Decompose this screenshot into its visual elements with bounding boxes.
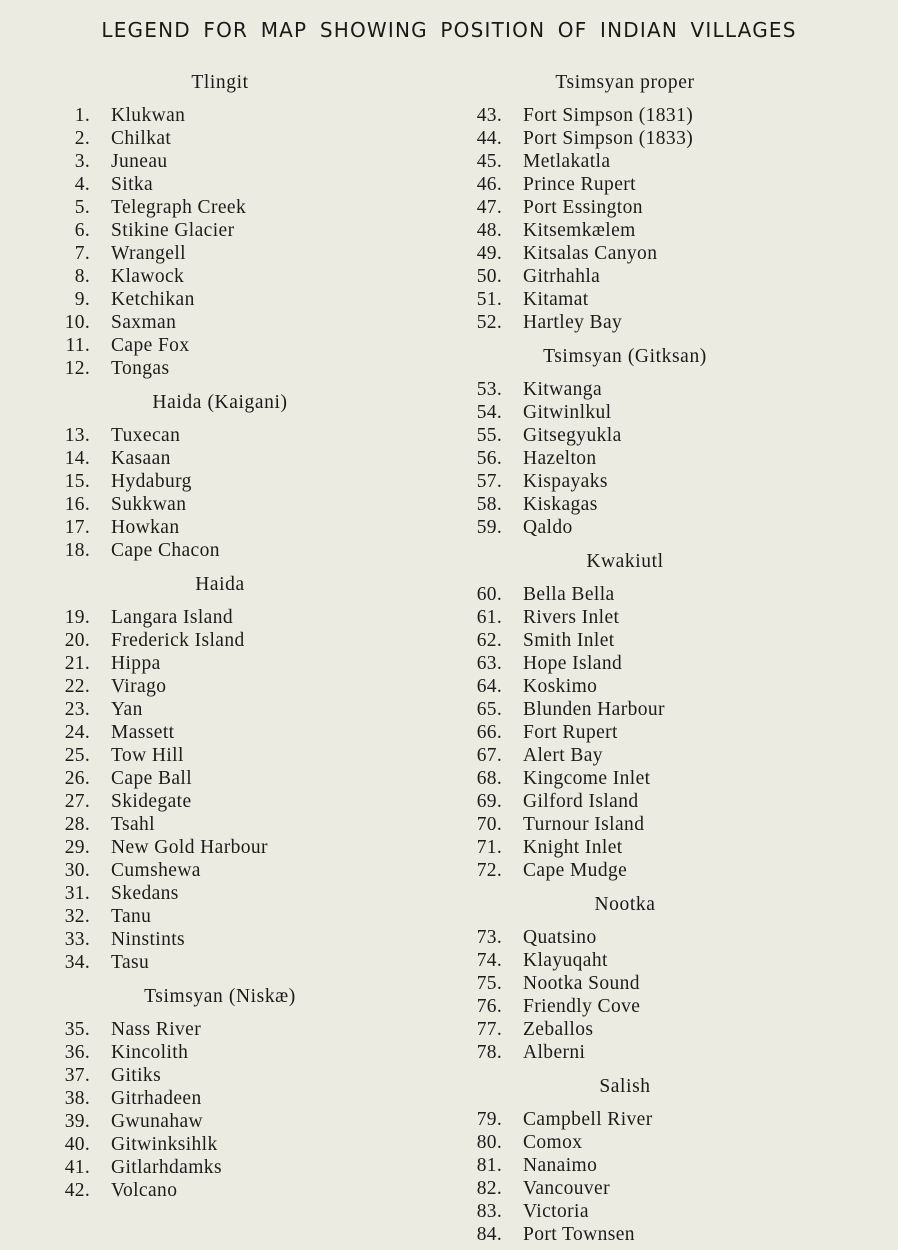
legend-entry bbox=[40, 127, 420, 150]
village-name: Comox bbox=[523, 1132, 583, 1153]
village-name: Port Townsen bbox=[523, 1224, 635, 1245]
legend-entry bbox=[40, 104, 420, 127]
legend-entry bbox=[40, 334, 420, 357]
legend-entry bbox=[40, 173, 420, 196]
entry-number: 61. bbox=[476, 607, 502, 628]
legend-entry bbox=[40, 242, 420, 265]
entry-number: 41. bbox=[64, 1157, 90, 1178]
entry-number: 59. bbox=[476, 517, 502, 538]
entry-number: 84. bbox=[476, 1224, 502, 1245]
village-name: Kincolith bbox=[111, 1042, 189, 1063]
entry-number: 14. bbox=[64, 448, 90, 469]
entry-number: 6. bbox=[74, 220, 90, 241]
village-name: Turnour Island bbox=[523, 814, 645, 835]
entry-number: 62. bbox=[476, 630, 502, 651]
entry-number: 44. bbox=[476, 128, 502, 149]
entry-number: 25. bbox=[64, 745, 90, 766]
section-heading-kwakiutl: Kwakiutl bbox=[586, 551, 664, 572]
legend-entry bbox=[455, 836, 855, 859]
village-name: Juneau bbox=[111, 151, 168, 172]
entry-number: 48. bbox=[476, 220, 502, 241]
entry-number: 69. bbox=[476, 791, 502, 812]
village-name: Rivers Inlet bbox=[523, 607, 620, 628]
legend-entry bbox=[40, 698, 420, 721]
legend-entry bbox=[455, 470, 855, 493]
village-name: Kingcome Inlet bbox=[523, 768, 651, 789]
village-name: Quatsino bbox=[523, 927, 597, 948]
entry-number: 7. bbox=[74, 243, 90, 264]
legend-entry bbox=[40, 767, 420, 790]
village-name: Tasu bbox=[111, 952, 150, 973]
legend-entry bbox=[455, 721, 855, 744]
legend-entry bbox=[455, 1154, 855, 1177]
section-heading-haida-kaigani: Haida (Kaigani) bbox=[152, 392, 288, 413]
legend-entry bbox=[40, 493, 420, 516]
village-name: Alberni bbox=[523, 1042, 586, 1063]
village-name: Hope Island bbox=[523, 653, 623, 674]
entry-number: 11. bbox=[65, 335, 90, 356]
entry-number: 24. bbox=[64, 722, 90, 743]
legend-entry bbox=[40, 357, 420, 380]
village-name: Kasaan bbox=[111, 448, 171, 469]
legend-entry bbox=[455, 1041, 855, 1064]
village-name: Campbell River bbox=[523, 1109, 653, 1130]
entry-number: 22. bbox=[64, 676, 90, 697]
entry-number: 32. bbox=[64, 906, 90, 927]
entry-number: 63. bbox=[476, 653, 502, 674]
legend-entry bbox=[40, 629, 420, 652]
entry-number: 75. bbox=[476, 973, 502, 994]
entry-number: 80. bbox=[476, 1132, 502, 1153]
legend-entry bbox=[455, 311, 855, 334]
legend-entry bbox=[455, 242, 855, 265]
legend-entry bbox=[455, 698, 855, 721]
legend-entry bbox=[455, 378, 855, 401]
entry-number: 36. bbox=[64, 1042, 90, 1063]
village-name: Klayuqaht bbox=[523, 950, 608, 971]
section-heading-tsimsyan-gitksan: Tsimsyan (Gitksan) bbox=[543, 346, 707, 367]
village-name: Kispayaks bbox=[523, 471, 608, 492]
village-name: Howkan bbox=[111, 517, 180, 538]
legend-entry bbox=[40, 265, 420, 288]
entry-number: 73. bbox=[476, 927, 502, 948]
legend-entry bbox=[455, 790, 855, 813]
entry-number: 50. bbox=[476, 266, 502, 287]
village-name: Port Essington bbox=[523, 197, 643, 218]
legend-entry bbox=[40, 470, 420, 493]
legend-entry bbox=[455, 675, 855, 698]
village-name: Kitwanga bbox=[523, 379, 603, 400]
page-title: LEGEND FOR MAP SHOWING POSITION OF INDIAN VILLAGES bbox=[101, 18, 797, 42]
entry-number: 37. bbox=[64, 1065, 90, 1086]
legend-entry bbox=[40, 675, 420, 698]
entry-number: 5. bbox=[74, 197, 90, 218]
village-name: Skidegate bbox=[111, 791, 192, 812]
legend-entry bbox=[455, 265, 855, 288]
village-name: Prince Rupert bbox=[523, 174, 636, 195]
village-name: Hippa bbox=[111, 653, 161, 674]
village-name: Kitamat bbox=[523, 289, 589, 310]
legend-entry bbox=[40, 539, 420, 562]
village-name: Yan bbox=[111, 699, 143, 720]
village-name: Vancouver bbox=[523, 1178, 610, 1199]
village-name: Hartley Bay bbox=[523, 312, 623, 333]
entry-number: 52. bbox=[476, 312, 502, 333]
legend-entry bbox=[455, 424, 855, 447]
legend-entry bbox=[455, 926, 855, 949]
entry-number: 8. bbox=[74, 266, 90, 287]
legend-entry bbox=[455, 219, 855, 242]
legend-entry bbox=[40, 1179, 420, 1202]
legend-entry bbox=[455, 447, 855, 470]
legend-entry bbox=[40, 1018, 420, 1041]
section-heading-tsimsyan-proper: Tsimsyan proper bbox=[555, 72, 695, 93]
village-name: Gitwinlkul bbox=[523, 402, 612, 423]
village-name: Smith Inlet bbox=[523, 630, 615, 651]
entry-number: 60. bbox=[476, 584, 502, 605]
entry-number: 55. bbox=[476, 425, 502, 446]
legend-entry bbox=[40, 150, 420, 173]
entry-number: 29. bbox=[64, 837, 90, 858]
entry-number: 20. bbox=[64, 630, 90, 651]
legend-entry bbox=[455, 288, 855, 311]
legend-entry bbox=[455, 606, 855, 629]
section-heading-tsimsyan-nisk: Tsimsyan (Niskæ) bbox=[144, 986, 296, 1007]
legend-entry bbox=[455, 995, 855, 1018]
entry-number: 79. bbox=[476, 1109, 502, 1130]
village-name: New Gold Harbour bbox=[111, 837, 268, 858]
village-name: Metlakatla bbox=[523, 151, 611, 172]
village-name: Volcano bbox=[111, 1180, 178, 1201]
legend-entry bbox=[40, 836, 420, 859]
legend-entry bbox=[40, 813, 420, 836]
village-name: Gitiks bbox=[111, 1065, 162, 1086]
legend-entry bbox=[455, 1200, 855, 1223]
entry-number: 23. bbox=[64, 699, 90, 720]
legend-entry bbox=[40, 311, 420, 334]
entry-number: 10. bbox=[64, 312, 90, 333]
village-name: Cape Chacon bbox=[111, 540, 220, 561]
legend-entry bbox=[455, 173, 855, 196]
legend-entry bbox=[40, 951, 420, 974]
village-name: Hazelton bbox=[523, 448, 597, 469]
legend-entry bbox=[40, 1064, 420, 1087]
entry-number: 18. bbox=[64, 540, 90, 561]
legend-entry bbox=[40, 882, 420, 905]
section-heading-salish: Salish bbox=[599, 1076, 651, 1097]
village-name: Sukkwan bbox=[111, 494, 187, 515]
legend-entry bbox=[40, 606, 420, 629]
village-name: Gitwinksihlk bbox=[111, 1134, 218, 1155]
right-column bbox=[455, 70, 855, 1246]
entry-number: 45. bbox=[476, 151, 502, 172]
legend-entry bbox=[455, 813, 855, 836]
legend-entry bbox=[40, 447, 420, 470]
legend-entry bbox=[40, 721, 420, 744]
entry-number: 34. bbox=[64, 952, 90, 973]
village-name: Klukwan bbox=[111, 105, 186, 126]
village-name: Fort Simpson (1831) bbox=[523, 105, 694, 126]
legend-entry bbox=[40, 288, 420, 311]
legend-entry bbox=[455, 401, 855, 424]
section-heading-tlingit: Tlingit bbox=[191, 72, 249, 93]
entry-number: 74. bbox=[476, 950, 502, 971]
village-name: Tsahl bbox=[111, 814, 155, 835]
entry-number: 58. bbox=[476, 494, 502, 515]
entry-number: 72. bbox=[476, 860, 502, 881]
legend-entry bbox=[40, 859, 420, 882]
village-name: Gitrhadeen bbox=[111, 1088, 202, 1109]
village-name: Cape Fox bbox=[111, 335, 190, 356]
section-heading-nootka: Nootka bbox=[594, 894, 656, 915]
legend-entry bbox=[455, 127, 855, 150]
entry-number: 71. bbox=[476, 837, 502, 858]
entry-number: 82. bbox=[476, 1178, 502, 1199]
legend-entry bbox=[455, 949, 855, 972]
entry-number: 70. bbox=[476, 814, 502, 835]
entry-number: 4. bbox=[74, 174, 90, 195]
legend-entry bbox=[40, 196, 420, 219]
entry-number: 26. bbox=[64, 768, 90, 789]
legend-entry bbox=[40, 1133, 420, 1156]
entry-number: 33. bbox=[64, 929, 90, 950]
legend-entry bbox=[455, 652, 855, 675]
village-name: Fort Rupert bbox=[523, 722, 618, 743]
entry-number: 65. bbox=[476, 699, 502, 720]
village-name: Victoria bbox=[523, 1201, 589, 1222]
entry-number: 21. bbox=[64, 653, 90, 674]
left-column bbox=[40, 70, 420, 1202]
legend-entry bbox=[455, 629, 855, 652]
entry-number: 13. bbox=[64, 425, 90, 446]
village-name: Gitrhahla bbox=[523, 266, 601, 287]
legend-entry bbox=[455, 1177, 855, 1200]
entry-number: 57. bbox=[476, 471, 502, 492]
village-name: Gilford Island bbox=[523, 791, 639, 812]
entry-number: 38. bbox=[64, 1088, 90, 1109]
legend-entry bbox=[40, 790, 420, 813]
entry-number: 12. bbox=[64, 358, 90, 379]
entry-number: 9. bbox=[74, 289, 90, 310]
entry-number: 15. bbox=[64, 471, 90, 492]
legend-entry bbox=[40, 219, 420, 242]
village-name: Tongas bbox=[111, 358, 170, 379]
legend-entry bbox=[455, 196, 855, 219]
legend-entry bbox=[455, 493, 855, 516]
legend-entry bbox=[455, 767, 855, 790]
legend-entry bbox=[455, 104, 855, 127]
village-name: Tanu bbox=[111, 906, 152, 927]
village-name: Gitlarhdamks bbox=[111, 1157, 222, 1178]
village-name: Koskimo bbox=[523, 676, 598, 697]
legend-entry bbox=[40, 1041, 420, 1064]
entry-number: 53. bbox=[476, 379, 502, 400]
entry-number: 35. bbox=[64, 1019, 90, 1040]
village-name: Qaldo bbox=[523, 517, 573, 538]
village-name: Alert Bay bbox=[523, 745, 603, 766]
legend-entry bbox=[40, 1156, 420, 1179]
village-name: Klawock bbox=[111, 266, 185, 287]
legend-entry bbox=[455, 859, 855, 882]
village-name: Kiskagas bbox=[523, 494, 598, 515]
entry-number: 66. bbox=[476, 722, 502, 743]
entry-number: 27. bbox=[64, 791, 90, 812]
entry-number: 81. bbox=[476, 1155, 502, 1176]
village-name: Nootka Sound bbox=[523, 973, 640, 994]
legend-entry bbox=[40, 905, 420, 928]
legend-entry bbox=[455, 1223, 855, 1246]
legend-entry bbox=[40, 744, 420, 767]
entry-number: 42. bbox=[64, 1180, 90, 1201]
village-name: Knight Inlet bbox=[523, 837, 623, 858]
legend-entry bbox=[40, 928, 420, 951]
entry-number: 2. bbox=[74, 128, 90, 149]
entry-number: 46. bbox=[476, 174, 502, 195]
entry-number: 56. bbox=[476, 448, 502, 469]
village-name: Zeballos bbox=[523, 1019, 594, 1040]
entry-number: 16. bbox=[64, 494, 90, 515]
village-name: Nanaimo bbox=[523, 1155, 598, 1176]
entry-number: 39. bbox=[64, 1111, 90, 1132]
entry-number: 31. bbox=[64, 883, 90, 904]
legend-entry bbox=[455, 972, 855, 995]
village-name: Telegraph Creek bbox=[111, 197, 247, 218]
village-name: Cumshewa bbox=[111, 860, 201, 881]
entry-number: 64. bbox=[476, 676, 502, 697]
entry-number: 67. bbox=[476, 745, 502, 766]
village-name: Bella Bella bbox=[523, 584, 615, 605]
village-name: Langara Island bbox=[111, 607, 234, 628]
village-name: Cape Mudge bbox=[523, 860, 628, 881]
legend-entry bbox=[455, 1018, 855, 1041]
village-name: Stikine Glacier bbox=[111, 220, 235, 241]
village-name: Port Simpson (1833) bbox=[523, 128, 694, 149]
village-name: Nass River bbox=[111, 1019, 202, 1040]
entry-number: 47. bbox=[476, 197, 502, 218]
entry-number: 68. bbox=[476, 768, 502, 789]
entry-number: 51. bbox=[476, 289, 502, 310]
entry-number: 40. bbox=[64, 1134, 90, 1155]
village-name: Gitsegyukla bbox=[523, 425, 622, 446]
village-name: Gwunahaw bbox=[111, 1111, 204, 1132]
village-name: Cape Ball bbox=[111, 768, 193, 789]
entry-number: 19. bbox=[64, 607, 90, 628]
entry-number: 49. bbox=[476, 243, 502, 264]
legend-entry bbox=[40, 1087, 420, 1110]
entry-number: 83. bbox=[476, 1201, 502, 1222]
village-name: Ninstints bbox=[111, 929, 186, 950]
village-name: Blunden Harbour bbox=[523, 699, 665, 720]
legend-entry bbox=[40, 516, 420, 539]
section-heading-haida: Haida bbox=[195, 574, 245, 595]
entry-number: 54. bbox=[476, 402, 502, 423]
legend-entry bbox=[455, 744, 855, 767]
village-name: Chilkat bbox=[111, 128, 172, 149]
village-name: Hydaburg bbox=[111, 471, 192, 492]
entry-number: 17. bbox=[64, 517, 90, 538]
entry-number: 30. bbox=[64, 860, 90, 881]
village-name: Massett bbox=[111, 722, 175, 743]
legend-entry bbox=[40, 424, 420, 447]
entry-number: 76. bbox=[476, 996, 502, 1017]
village-name: Frederick Island bbox=[111, 630, 245, 651]
entry-number: 43. bbox=[476, 105, 502, 126]
village-name: Kitsemkælem bbox=[523, 220, 636, 241]
entry-number: 3. bbox=[74, 151, 90, 172]
village-name: Saxman bbox=[111, 312, 177, 333]
village-name: Wrangell bbox=[111, 243, 186, 264]
legend-entry bbox=[40, 1110, 420, 1133]
entry-number: 28. bbox=[64, 814, 90, 835]
village-name: Skedans bbox=[111, 883, 179, 904]
village-name: Friendly Cove bbox=[523, 996, 641, 1017]
entry-number: 78. bbox=[476, 1042, 502, 1063]
entry-number: 1. bbox=[74, 105, 90, 126]
legend-entry bbox=[455, 1131, 855, 1154]
village-name: Tuxecan bbox=[111, 425, 181, 446]
entry-number: 77. bbox=[476, 1019, 502, 1040]
village-name: Tow Hill bbox=[111, 745, 184, 766]
village-name: Kitsalas Canyon bbox=[523, 243, 658, 264]
legend-entry bbox=[455, 583, 855, 606]
legend-entry bbox=[455, 516, 855, 539]
legend-entry bbox=[455, 1108, 855, 1131]
village-name: Virago bbox=[111, 676, 167, 697]
legend-entry bbox=[40, 652, 420, 675]
legend-entry bbox=[455, 150, 855, 173]
village-name: Sitka bbox=[111, 174, 154, 195]
village-name: Ketchikan bbox=[111, 289, 195, 310]
